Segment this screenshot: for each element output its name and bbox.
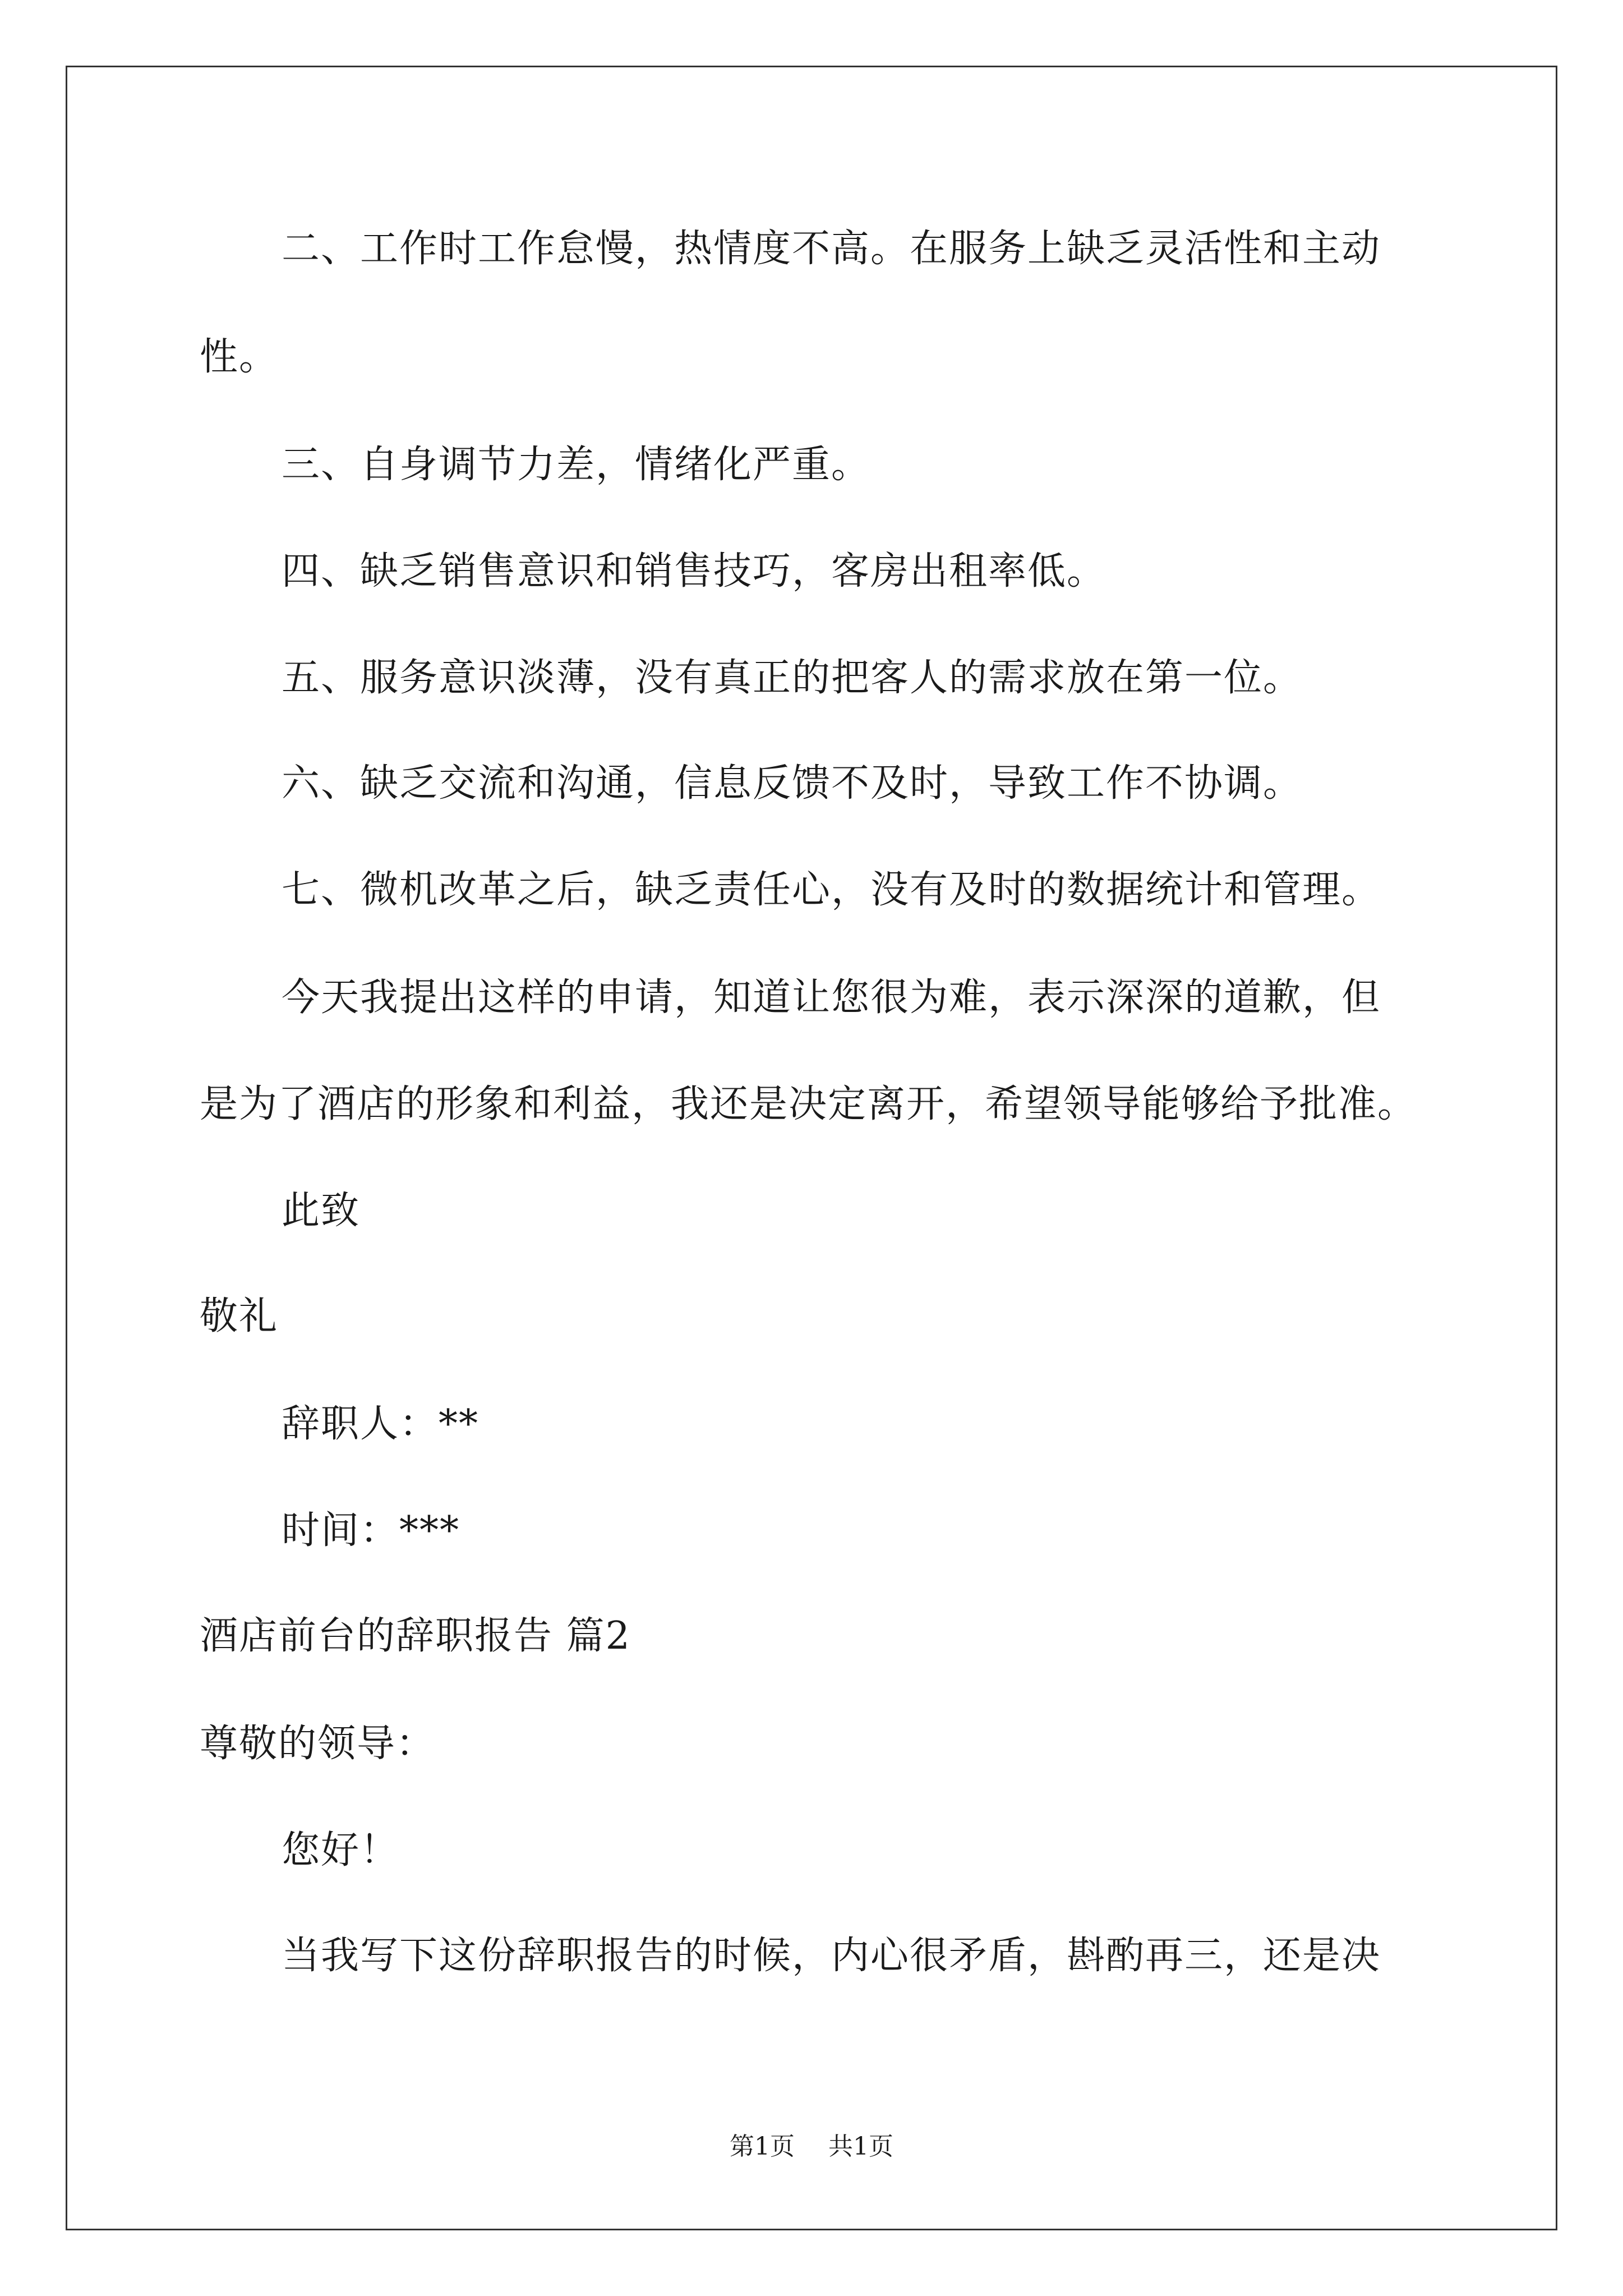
greeting: 尊敬的领导： — [200, 1722, 436, 1766]
date-line: 时间：*** — [282, 1508, 460, 1553]
page-footer — [0, 2134, 1623, 2159]
closing-regards: 敬礼 — [200, 1294, 279, 1338]
page-number-current: 第1页 — [730, 2132, 795, 2161]
paragraph-line: 七、微机改革之后，缺乏责任心，没有及时的数据统计和管理。 — [282, 868, 1381, 912]
page-number-total: 共1页 — [828, 2132, 893, 2161]
paragraph-line: 是为了酒店的形象和利益，我还是决定离开，希望领导能够给予批准。 — [200, 1082, 1417, 1126]
closing-salutation: 此致 — [282, 1189, 361, 1233]
paragraph-line: 二、工作时工作怠慢，热情度不高。在服务上缺乏灵活性和主动 — [282, 227, 1381, 271]
paragraph-line: 今天我提出这样的申请，知道让您很为难，表示深深的道歉，但 — [282, 976, 1381, 1020]
page-frame — [66, 66, 1557, 2230]
paragraph-line: 五、服务意识淡薄，没有真正的把客人的需求放在第一位。 — [282, 656, 1303, 700]
paragraph-line: 四、缺乏销售意识和销售技巧，客房出租率低。 — [282, 549, 1106, 593]
signature-line: 辞职人：** — [282, 1402, 479, 1446]
greeting-hello: 您好！ — [282, 1828, 400, 1872]
paragraph-line: 三、自身调节力差，情绪化严重。 — [282, 443, 871, 487]
paragraph-line: 性。 — [200, 335, 279, 379]
paragraph-line: 六、缺乏交流和沟通，信息反馈不及时，导致工作不协调。 — [282, 761, 1303, 806]
paragraph-line: 当我写下这份辞职报告的时候，内心很矛盾，斟酌再三，还是决 — [282, 1934, 1381, 1978]
section-title: 酒店前台的辞职报告 篇2 — [200, 1614, 631, 1658]
